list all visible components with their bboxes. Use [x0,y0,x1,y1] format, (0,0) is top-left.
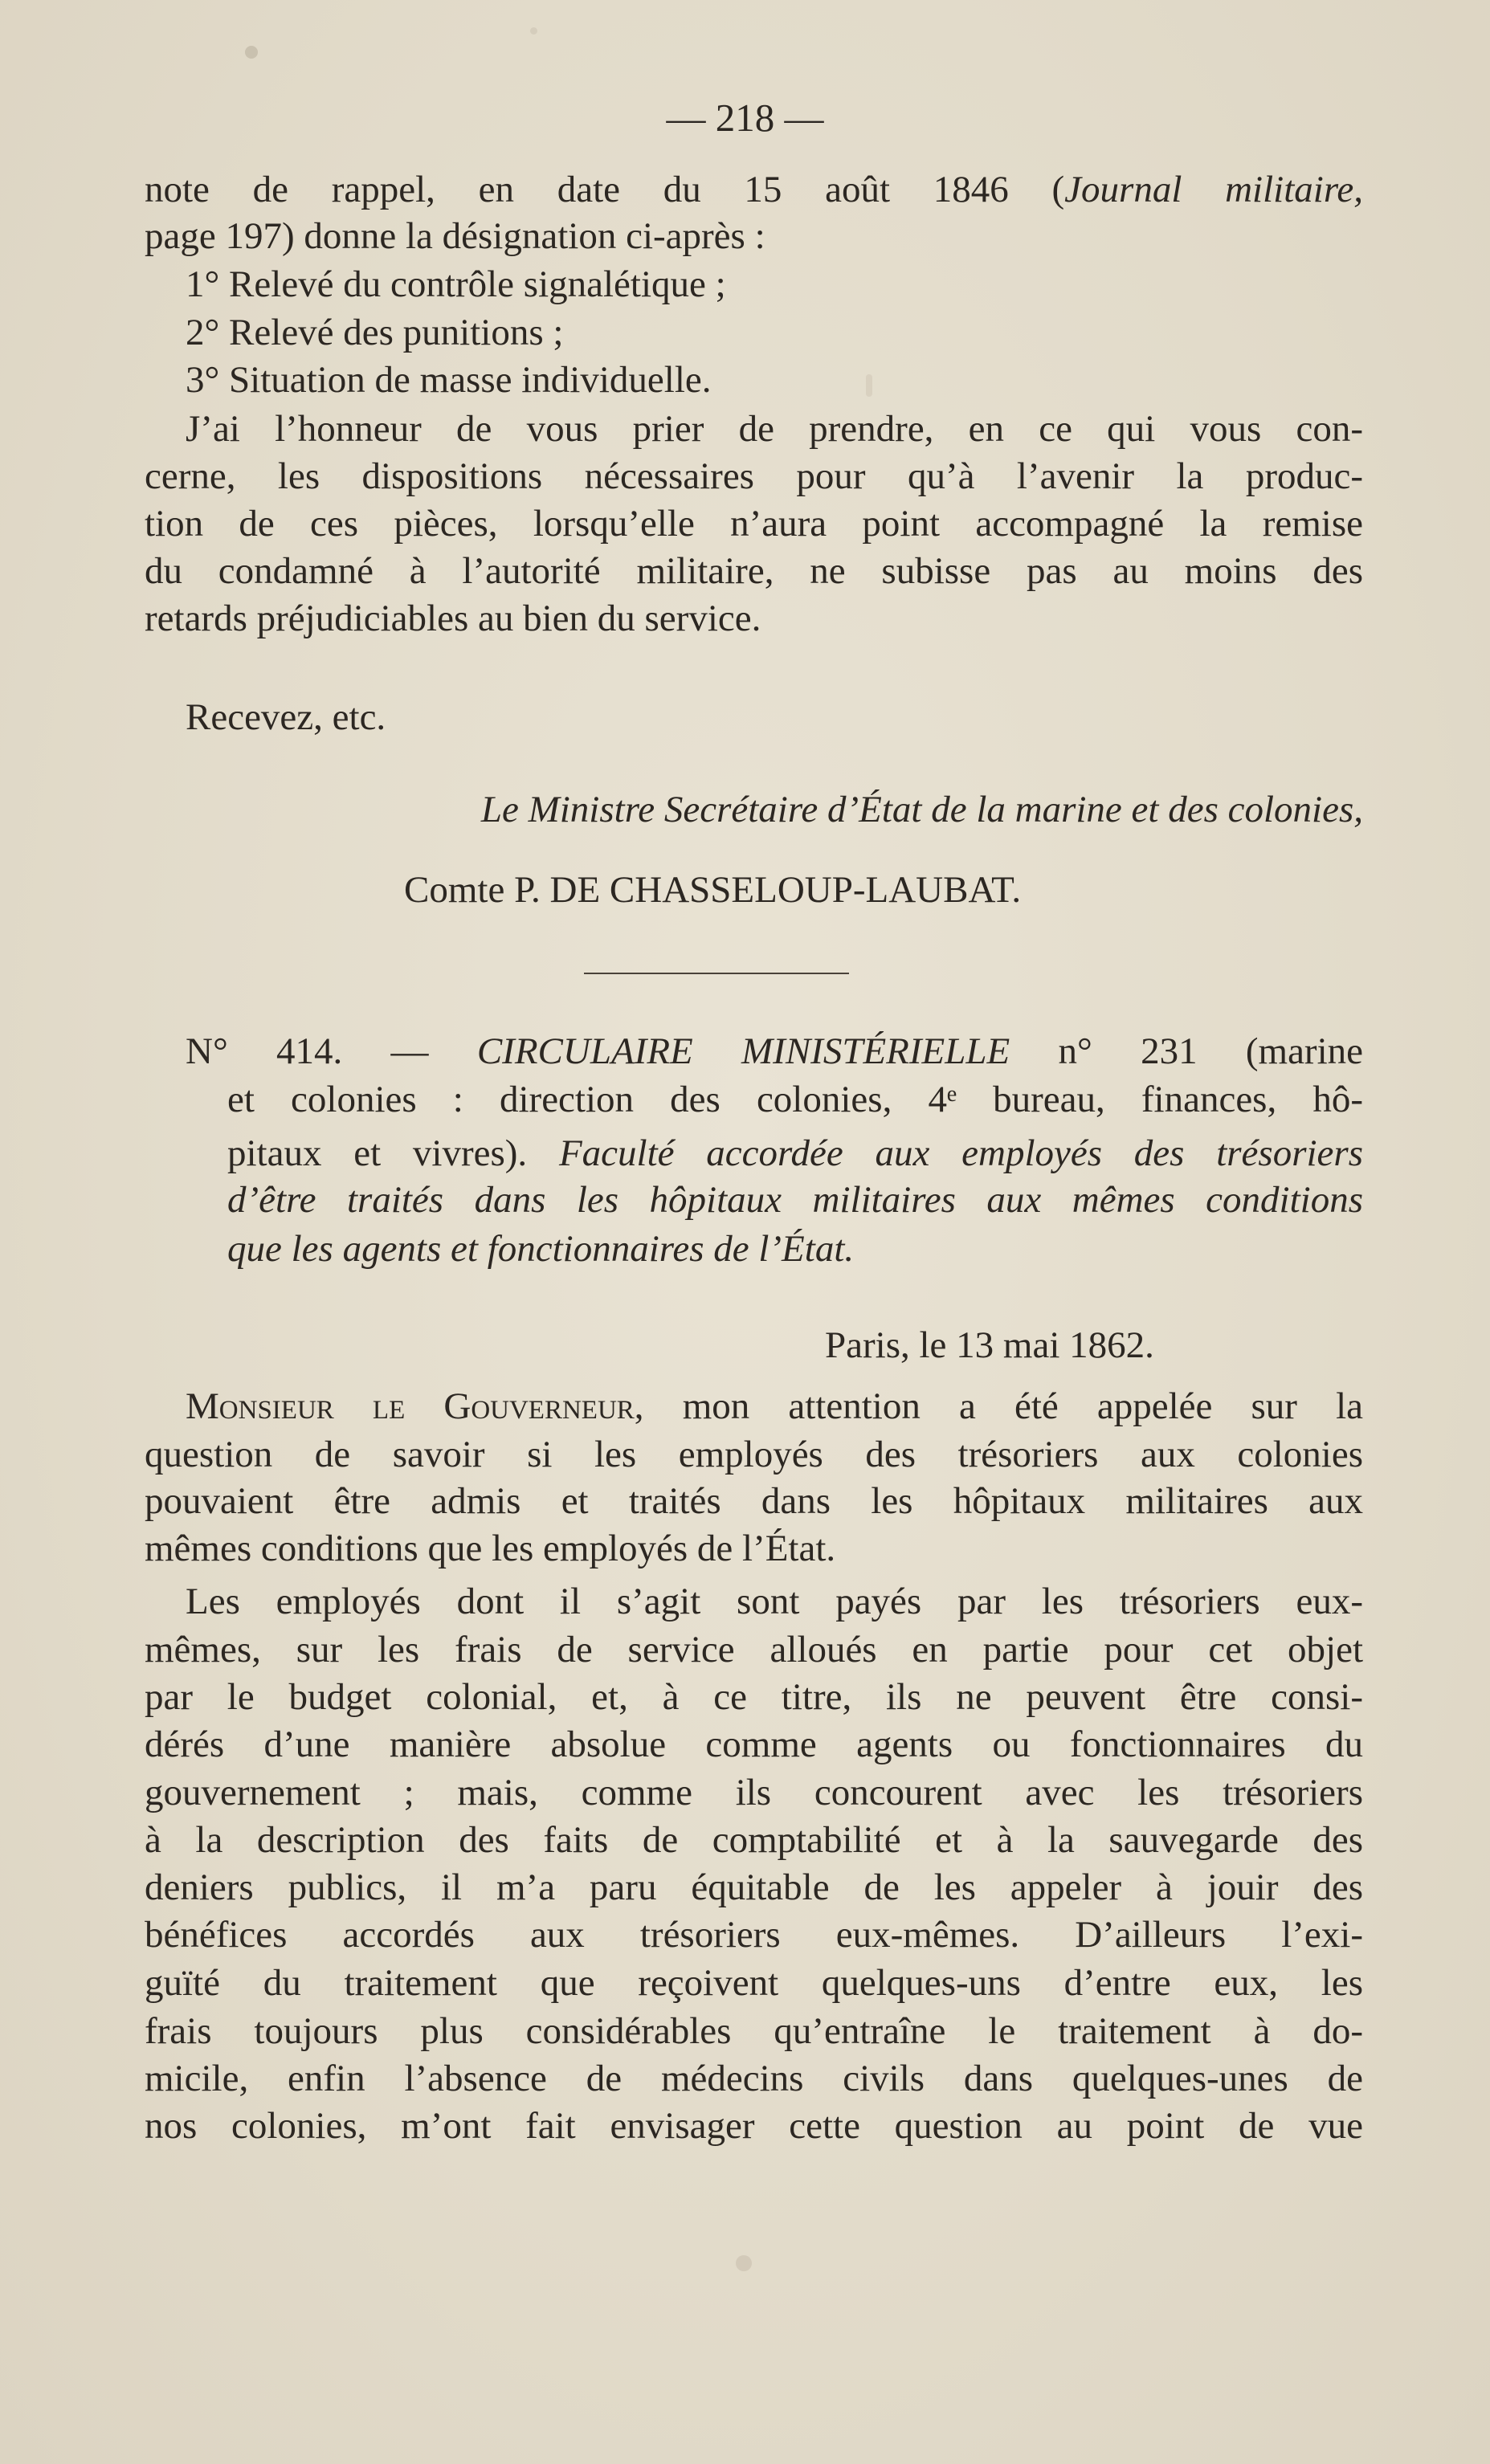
text-line: du condamné à l’autorité militaire, ne subisse pas au moins des [145,550,1363,592]
list-item: 1° Relevé du contrôle signalétique ; [186,263,726,305]
list-item: 3° Situation de masse individuelle. [186,359,712,401]
circular-subject-line: que les agents et fonctionnaires de l’État. [227,1228,855,1270]
signature-name: Comte P. DE CHASSELOUP-LAUBAT. [404,869,1022,911]
list-item: 2° Relevé des punitions ; [186,312,564,353]
text-line [145,166,1363,213]
text-line [186,1383,1363,1430]
ink-spot [866,374,872,397]
ink-spot [736,2255,752,2271]
text-line [227,1130,1363,1177]
text-segment: note de rappel, en date du 15 août 1846 ( [145,169,1065,210]
text-segment: mon attention a été appelée sur la [682,1385,1363,1427]
text-line: deniers publics, il m’a paru équitable de les appeler à jouir des [145,1866,1363,1908]
text-line: retards préjudiciables au bien du service. [145,598,761,639]
section-divider [584,973,849,974]
ink-spot [530,27,537,35]
text-line: à la description des faits de comptabilité et à la sauvegarde des [145,1819,1363,1861]
text-line: et colonies : direction des colonies, 4ᵉ bureau, finances, hô- [227,1079,1363,1120]
text-line: nos colonies, m’ont fait envisager cette question au point de vue [145,2105,1363,2147]
dateline: Paris, le 13 mai 1862. [825,1324,1154,1366]
page-number: — 218 — [666,96,824,140]
text-line: mêmes, sur les frais de service alloués en partie pour cet objet [145,1629,1363,1671]
text-line: cerne, les dispositions nécessaires pour qu’à l’avenir la produc- [145,455,1363,497]
journal-reference: Journal militaire, [1064,169,1363,210]
ink-spot [245,46,258,59]
text-line: frais toujours plus considérables qu’entraîne le traitement à do- [145,2010,1363,2052]
text-line: par le budget colonial, et, à ce titre, ils ne peuvent être consi- [145,1676,1363,1718]
text-segment: pitaux et vivres). [227,1132,528,1174]
circular-number: N° 414. — [186,1030,429,1072]
text-line: micile, enfin l’absence de médecins civils dans quelques-unes de [145,2058,1363,2099]
closing: Recevez, etc. [186,696,386,738]
text-line: question de savoir si les employés des trésoriers aux colonies [145,1434,1363,1475]
text-line: guïté du traitement que reçoivent quelques-uns d’entre eux, les [145,1962,1363,2004]
text-line: Les employés dont il s’agit sont payés par les trésoriers eux- [186,1581,1363,1622]
circular-ref: n° 231 (marine [1058,1030,1364,1072]
circular-subject: Faculté accordée aux employés des trésoriers [558,1132,1363,1174]
text-line: gouvernement ; mais, comme ils concourent avec les trésoriers [145,1772,1363,1813]
circular-subject-line: d’être traités dans les hôpitaux militaires aux mêmes conditions [227,1179,1363,1221]
text-line: dérés d’une manière absolue comme agents ou fonctionnaires du [145,1724,1363,1765]
text-line: J’ai l’honneur de vous prier de prendre, en ce qui vous con- [186,408,1363,450]
text-line: tion de ces pièces, lorsqu’elle n’aura point accompagné la remise [145,503,1363,545]
text-line: mêmes conditions que les employés de l’État. [145,1528,836,1569]
text-line: bénéfices accordés aux trésoriers eux-mêmes. D’ailleurs l’exi- [145,1914,1363,1956]
text-line: page 197) donne la désignation ci-après : [145,215,765,257]
text-line: pouvaient être admis et traités dans les hôpitaux militaires aux [145,1480,1363,1522]
signature-title: Le Ministre Secrétaire d’État de la marine et des colonies, [480,789,1363,830]
salutation: Monsieur le Gouverneur, [186,1385,644,1427]
circular-type: CIRCULAIRE MINISTÉRIELLE [476,1030,1010,1072]
circular-heading [186,1028,1363,1075]
